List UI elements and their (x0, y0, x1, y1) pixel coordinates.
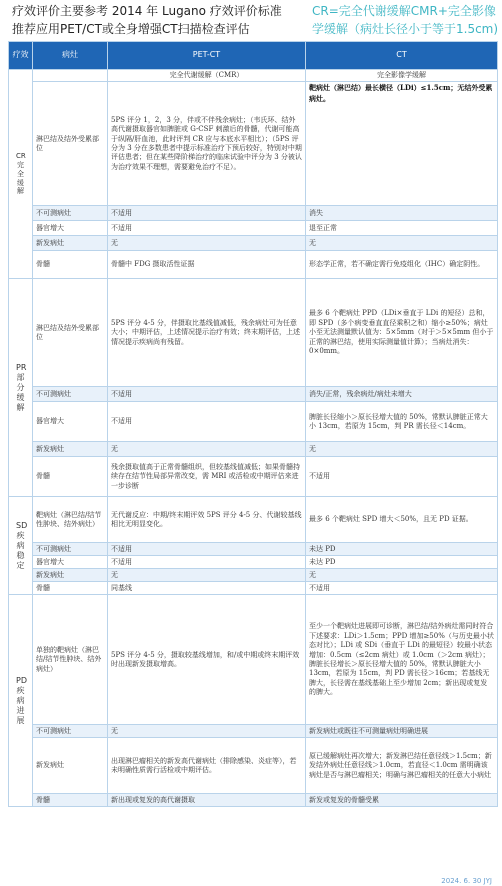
table-row: 不可测病灶 不适用 未达 PD (9, 543, 498, 556)
page-header (0, 0, 502, 40)
table-row: 淋巴结及结外受累部位 5PS 评分 1，2，3 分，伴或不伴残余病灶；（韦氏环、结外高代谢摄取器官如脾脏或 G-CSF 刺激后的骨髓，代谢可能高于纵隔/肝血池，此时评判 CR 应与本底水平相比）；（5PS 评分为 3 分在多数患者中提示标准治疗下预后较好，特别对中期评估患者；但在某些降阶梯治疗的临床试验中评分为 3 分被认为治疗效果不理想，需要避免治疗不足）。 靶病灶（淋巴结）最长横径（LDi）≤1.5cm；无结外受累病灶。 (9, 82, 498, 206)
pr-label: PR部分缓解 (9, 279, 33, 497)
table-row: 新发病灶 无 无 (9, 569, 498, 582)
table-row: 不可测病灶 不适用 消失 (9, 206, 498, 221)
table-row: 骨髓 残余摄取值高于正常骨髓组织，但较基线值减低；如果骨髓持续存在结节性局部异常改变，需 MRI 或活检或中期评估来进一步诊断 不适用 (9, 457, 498, 497)
table-row: 器官增大 不适用 脾脏长径缩小＞原长径增大值的 50%，常默认脾脏正常大小 13cm，若原为 15cm，判 PR 需长径＜14cm。 (9, 402, 498, 442)
table-row: 骨髓 新出现或复发的高代谢摄取 新发或复发的骨髓受累 (9, 794, 498, 807)
table-row: SD疾病稳定 靶病灶（淋巴结/结节性肿块、结外病灶） 无代谢反应：中期/终末期评效 5PS 评分 4-5 分、代谢较基线相比无明显变化。 最多 6 个靶病灶 SPD 增大＜50%，且无 PD 证据。 (9, 497, 498, 543)
table-row: 骨髓 同基线 不适用 (9, 582, 498, 595)
col-petct: PET-CT (108, 42, 306, 70)
col-efficacy: 疗效 (9, 42, 33, 70)
table-row: 骨髓 骨髓中 FDG 摄取活性证据 形态学正常，若不确定需行免疫组化（IHC）确定阴性。 (9, 251, 498, 279)
table-row: 器官增大 不适用 未达 PD (9, 556, 498, 569)
table-row: 新发病灶 无 无 (9, 236, 498, 251)
table-row: PR部分缓解 淋巴结及结外受累部位 5PS 评分 4-5 分，伴摄取比基线值减低，残余病灶可为任意大小；中期评估，上述情况提示治疗有效；终末期评估，上述情况提示疾病尚有残留。 最多 6 个靶病灶 PPD（LDi×垂直于 LDi 的短径）总和，即 SPD（多个病变垂直直径乘积之和）缩小≥50%；病灶小至无法测量默认值为：5×5mm（对于＞5×5mm 但小于正常的淋巴结，使用实际测量值计算）；当病灶消失：0×0mm。 (9, 279, 498, 387)
table-row: PD疾病进展 单独的靶病灶（淋巴结/结节性肿块、结外病灶） 5PS 评分 4-5 分，摄取较基线增加，和/或中期或终末期评效时出现新发摄取增高。 至少一个靶病灶进展即可诊断，淋巴结/结外病灶需同时符合下述要求：LDi＞1.5cm；PPD 增加≥50%（与历史最小状态对比）；LDi 或 SDi（垂直于 LDi 的最短径）较最小状态增加：0.5cm（≤2cm 病灶）或 1.0cm（＞2cm 病灶）；脾脏长径增长＞原长径增大值的 50%，常默认脾脏大小 13cm，若原为 15cm，判 PD 需长径＞16cm；若基线无脾大，长径需在基线基础上至少增加 2cm；新出现或复发的脾大。 (9, 595, 498, 725)
table-row: 新发病灶 无 无 (9, 442, 498, 457)
header-subtitle: 推荐应用PET/CT或全身增强CT扫描检查评估 (12, 22, 250, 36)
table-row: 器官增大 不适用 退至正常 (9, 221, 498, 236)
header-note-line2: 学缓解（病灶长径小于等于1.5cm) (312, 22, 499, 36)
cr-pet-subheader: 完全代谢缓解（CMR） (108, 70, 306, 82)
col-ct: CT (306, 42, 498, 70)
lugano-criteria-table (8, 41, 498, 807)
pd-label: PD疾病进展 (9, 595, 33, 807)
sd-label: SD疾病稳定 (9, 497, 33, 595)
table-row: 新发病灶 出现淋巴瘤相关的新发高代谢病灶（排除感染、炎症等），若未明确性质需行活检或中期评估。 原已缓解病灶再次增大；新发淋巴结任意径线＞1.5cm；新发结外病灶任意径线＞1.0cm，若直径＜1.0cm 需明确该病灶是否与淋巴瘤相关；明确与淋巴瘤相关的任意大小病灶 (9, 738, 498, 794)
table-header-row (9, 42, 498, 70)
cr-label: CR完全缓解 (9, 70, 33, 279)
header-note-line1: CR=完全代谢缓解CMR+完全影像 (312, 4, 496, 18)
cr-subheader-row (9, 70, 498, 82)
cr-ct-subheader: 完全影像学缓解 (306, 70, 498, 82)
footer-date: 2024. 6. 30 JYJ (441, 877, 492, 885)
header-title: 疗效评价主要参考 2014 年 Lugano 疗效评价标准 (12, 4, 282, 18)
table-row: 不可测病灶 不适用 消失/正常，残余病灶/病灶未增大 (9, 387, 498, 402)
col-lesion: 病灶 (33, 42, 108, 70)
table-row: 不可测病灶 无 新发病灶或既往不可测量病灶明确进展 (9, 725, 498, 738)
